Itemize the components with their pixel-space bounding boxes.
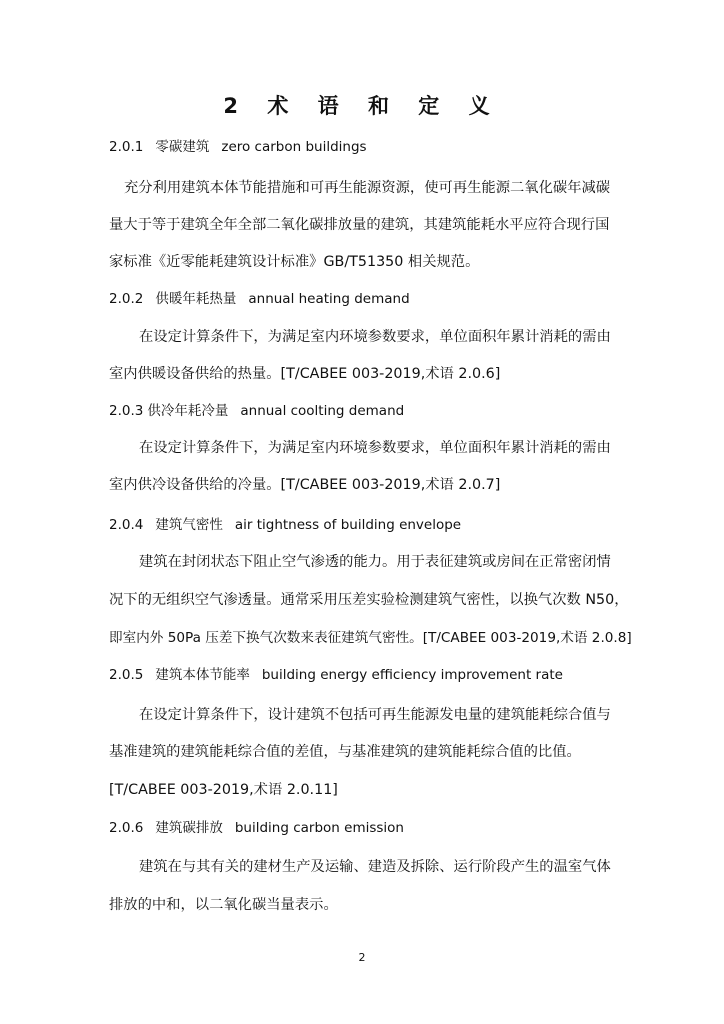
section-name-cn: 建筑气密性 [155,517,223,533]
section-name-en: building carbon emission [234,820,404,836]
section-heading-2-0-6 [109,818,404,838]
section-name-en: air tightness of building envelope [234,517,462,533]
page-number: 2 [358,951,366,964]
paragraph-line: [T/CABEE 003-2019,术语 2.0.11] [109,782,338,798]
section-name-en: building energy efficiency improvement rate [261,667,563,683]
paragraph-line: 即室内外 50Pa 压差下换气次数来表征建筑气密性。[T/CABEE 003-2019,术语 2.0.8] [109,630,632,646]
section-code: 2.0.6 [109,820,144,836]
section-name-cn: 零碳建筑 [155,139,210,155]
section-heading-2-0-3 [109,401,404,421]
paragraph-line: 建筑在与其有关的建材生产及运输、建造及拆除、运行阶段产生的温室气体 [139,859,611,875]
section-code: 2.0.5 [109,667,144,683]
paragraph-line: 况下的无组织空气渗透量。通常采用压差实验检测建筑气密性，以换气次数 N50， [109,592,629,608]
section-heading-2-0-4 [109,515,461,535]
paragraph-line: 在设定计算条件下，为满足室内环境参数要求，单位面积年累计消耗的需由 [139,329,611,345]
paragraph-line: 基准建筑的建筑能耗综合值的差值，与基准建筑的建筑能耗综合值的比值。 [109,744,581,760]
paragraph-line: 充分利用建筑本体节能措施和可再生能源资源，使可再生能源二氧化碳年减碳 [124,180,611,196]
paragraph-line: 家标准《近零能耗建筑设计标准》GB/T51350 相关规范。 [109,254,480,270]
section-code: 2.0.2 [109,291,144,307]
section-name-en: zero carbon buildings [221,139,367,155]
paragraph-line: 在设定计算条件下，为满足室内环境参数要求，单位面积年累计消耗的需由 [139,440,611,456]
section-name-cn: 供冷年耗冷量 [147,403,229,419]
section-name-en: annual coolting demand [240,403,405,419]
section-heading-2-0-1 [109,137,367,157]
section-code: 2.0.4 [109,517,144,533]
paragraph-line: 在设定计算条件下，设计建筑不包括可再生能源发电量的建筑能耗综合值与 [139,707,611,723]
section-name-cn: 建筑本体节能率 [155,667,250,683]
section-name-cn: 供暖年耗热量 [155,291,237,307]
paragraph-line: 室内供冷设备供给的冷量。[T/CABEE 003-2019,术语 2.0.7] [109,477,501,493]
section-name-en: annual heating demand [248,291,410,307]
paragraph-line: 室内供暖设备供给的热量。[T/CABEE 003-2019,术语 2.0.6] [109,366,501,382]
section-heading-2-0-2 [109,289,410,309]
paragraph-line: 建筑在封闭状态下阻止空气渗透的能力。用于表征建筑或房间在正常密闭情 [139,554,611,570]
paragraph-line: 量大于等于建筑全年全部二氧化碳排放量的建筑，其建筑能耗水平应符合现行国 [109,217,610,233]
section-code: 2.0.1 [109,139,144,155]
page-title: 2 术 语 和 定 义 [223,94,501,118]
section-name-cn: 建筑碳排放 [155,820,223,836]
section-code: 2.0.3 [109,403,144,419]
section-heading-2-0-5 [109,665,563,685]
paragraph-line: 排放的中和，以二氧化碳当量表示。 [109,897,338,913]
